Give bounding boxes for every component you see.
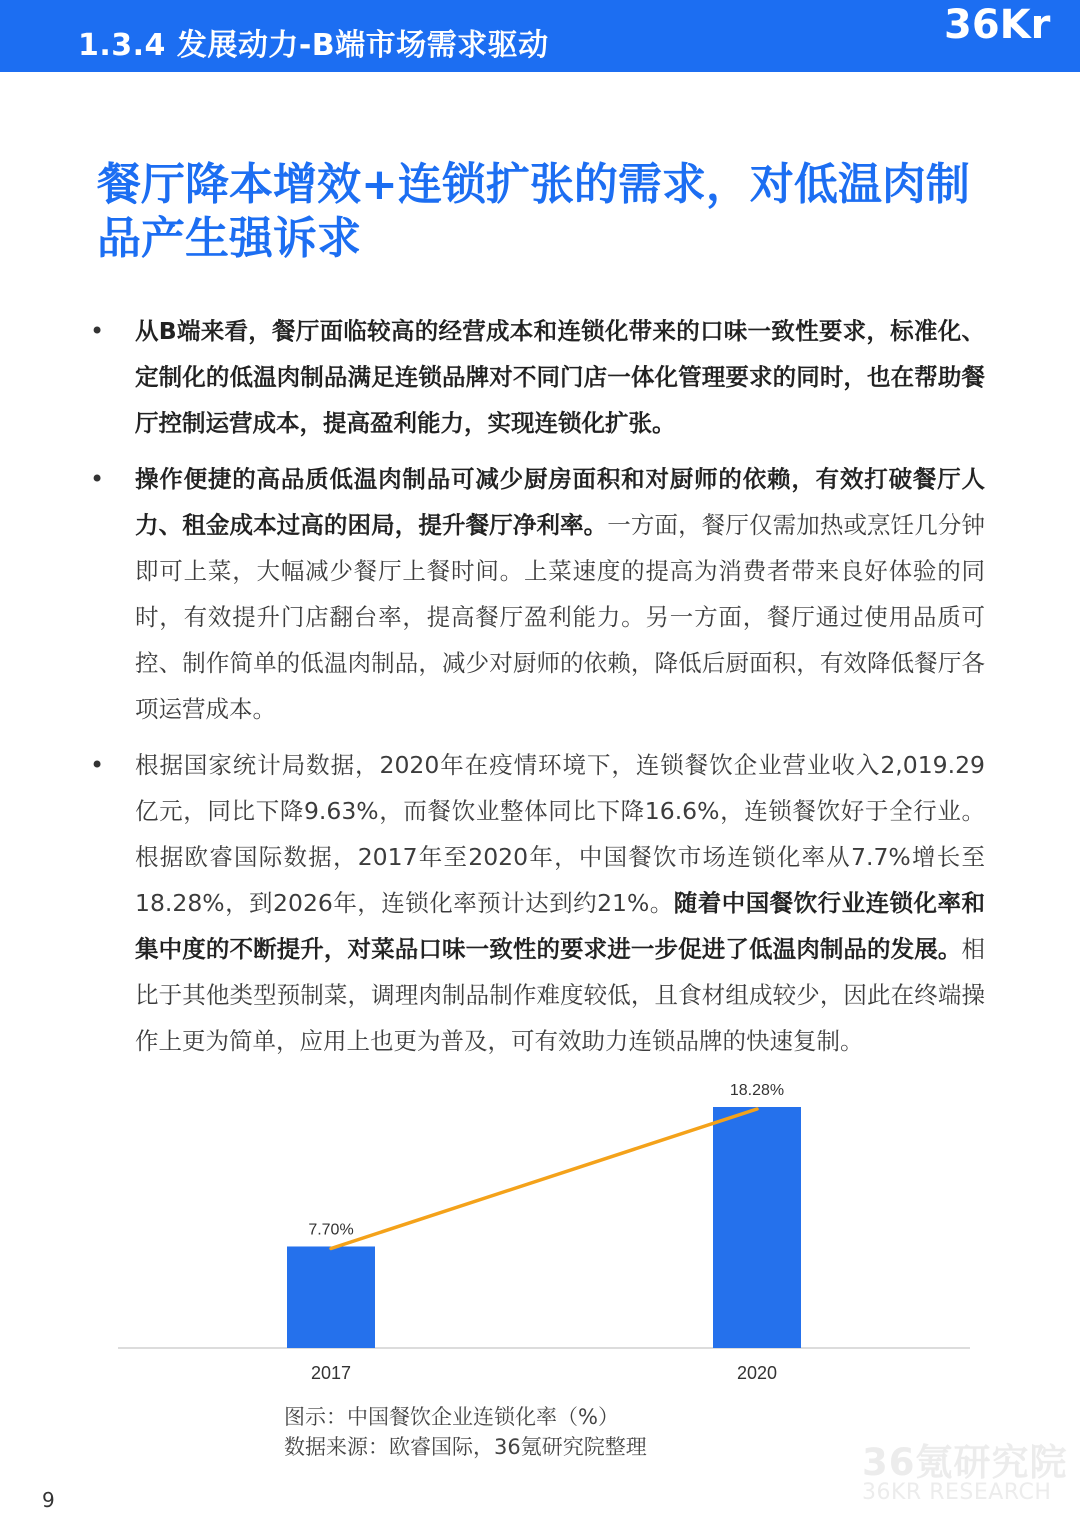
36kr-logo (940, 0, 1080, 72)
bar-2017 (287, 1246, 375, 1348)
bullet-marker: • (90, 751, 105, 779)
bullet-marker: • (90, 465, 105, 493)
headline (97, 158, 997, 266)
data-label-2020: 18.28% (729, 1082, 785, 1099)
chart-title: 图示：中国餐饮企业连锁化率（%） (284, 1405, 619, 1429)
bullet-item-1 (90, 308, 985, 446)
headline-line-1: 餐厅降本增效+连锁扩张的需求，对低温肉制 (97, 159, 970, 210)
bullet-marker: • (90, 317, 105, 345)
chain-rate-chart (110, 1070, 980, 1390)
data-source: 数据来源：欧睿国际，36氪研究院整理 (284, 1435, 647, 1459)
bullet-item-3 (90, 742, 985, 1064)
tick-label-2017: 2017 (310, 1363, 352, 1383)
bullet-2-text: 一方面，餐厅仅需加热或烹饪几分钟即可上菜，大幅减少餐厅上餐时间。上菜速度的提高为消费者带来良好体验的同时，有效提升门店翻台率，提高餐厅盈利能力。另一方面，餐厅通过使用品质可控、制作简单的低温肉制品，减少对厨师的依赖，降低后厨面积，有效降低餐厅各项运营成本。 (135, 511, 986, 723)
watermark-cn: 36氪研究院 (862, 1441, 1068, 1484)
data-label-2017: 7.70% (308, 1221, 354, 1239)
bullet-2-bold: 操作便捷的高品质低温肉制品可减少厨房面积和对厨师的依赖，有效打破餐厅人力、租金成本过高的困局，提升餐厅净利率。 (135, 465, 985, 539)
section-title: 1.3.4 发展动力-B端市场需求驱动 (78, 28, 549, 63)
watermark-en: 36KR RESEARCH (862, 1480, 1052, 1505)
bullet-1-bold: 从B端来看，餐厅面临较高的经营成本和连锁化带来的口味一致性要求，标准化、定制化的低温肉制品满足连锁品牌对不同门店一体化管理要求的同时，也在帮助餐厅控制运营成本，提高盈利能力，实现连锁化扩张。 (135, 317, 985, 437)
logo-text: 36Kr (944, 2, 1051, 48)
tick-label-2020: 2020 (736, 1363, 778, 1383)
bar-2020 (713, 1107, 801, 1348)
bullet-3-text-2: 相比于其他类型预制菜，调理肉制品制作难度较低，且食材组成较少，因此在终端操作上更为简单，应用上也更为普及，可有效助力连锁品牌的快速复制。 (135, 935, 985, 1055)
bullet-3-bold: 随着中国餐饮行业连锁化率和集中度的不断提升，对菜品口味一致性的要求进一步促进了低温肉制品的发展。 (135, 889, 985, 963)
chart-caption (284, 1402, 647, 1462)
headline-line-2: 品产生强诉求 (97, 213, 361, 264)
page-number: 9 (42, 1488, 55, 1512)
bullet-item-2 (90, 456, 985, 732)
bullet-3-text: 根据国家统计局数据，2020年在疫情环境下，连锁餐饮企业营业收入2,019.29 亿元，同比下降9.63%，而餐饮业整体同比下降16.6%，连锁餐饮好于全行业。根据欧睿国际数据，2017年至2020年，中国餐饮市场连锁化率从7.7%增长至18.28%，到2026年，连锁化率预计达到约21%。 (135, 751, 985, 917)
bullet-list (90, 308, 985, 1074)
header-bar (0, 0, 1080, 72)
trend-line (331, 1109, 757, 1248)
